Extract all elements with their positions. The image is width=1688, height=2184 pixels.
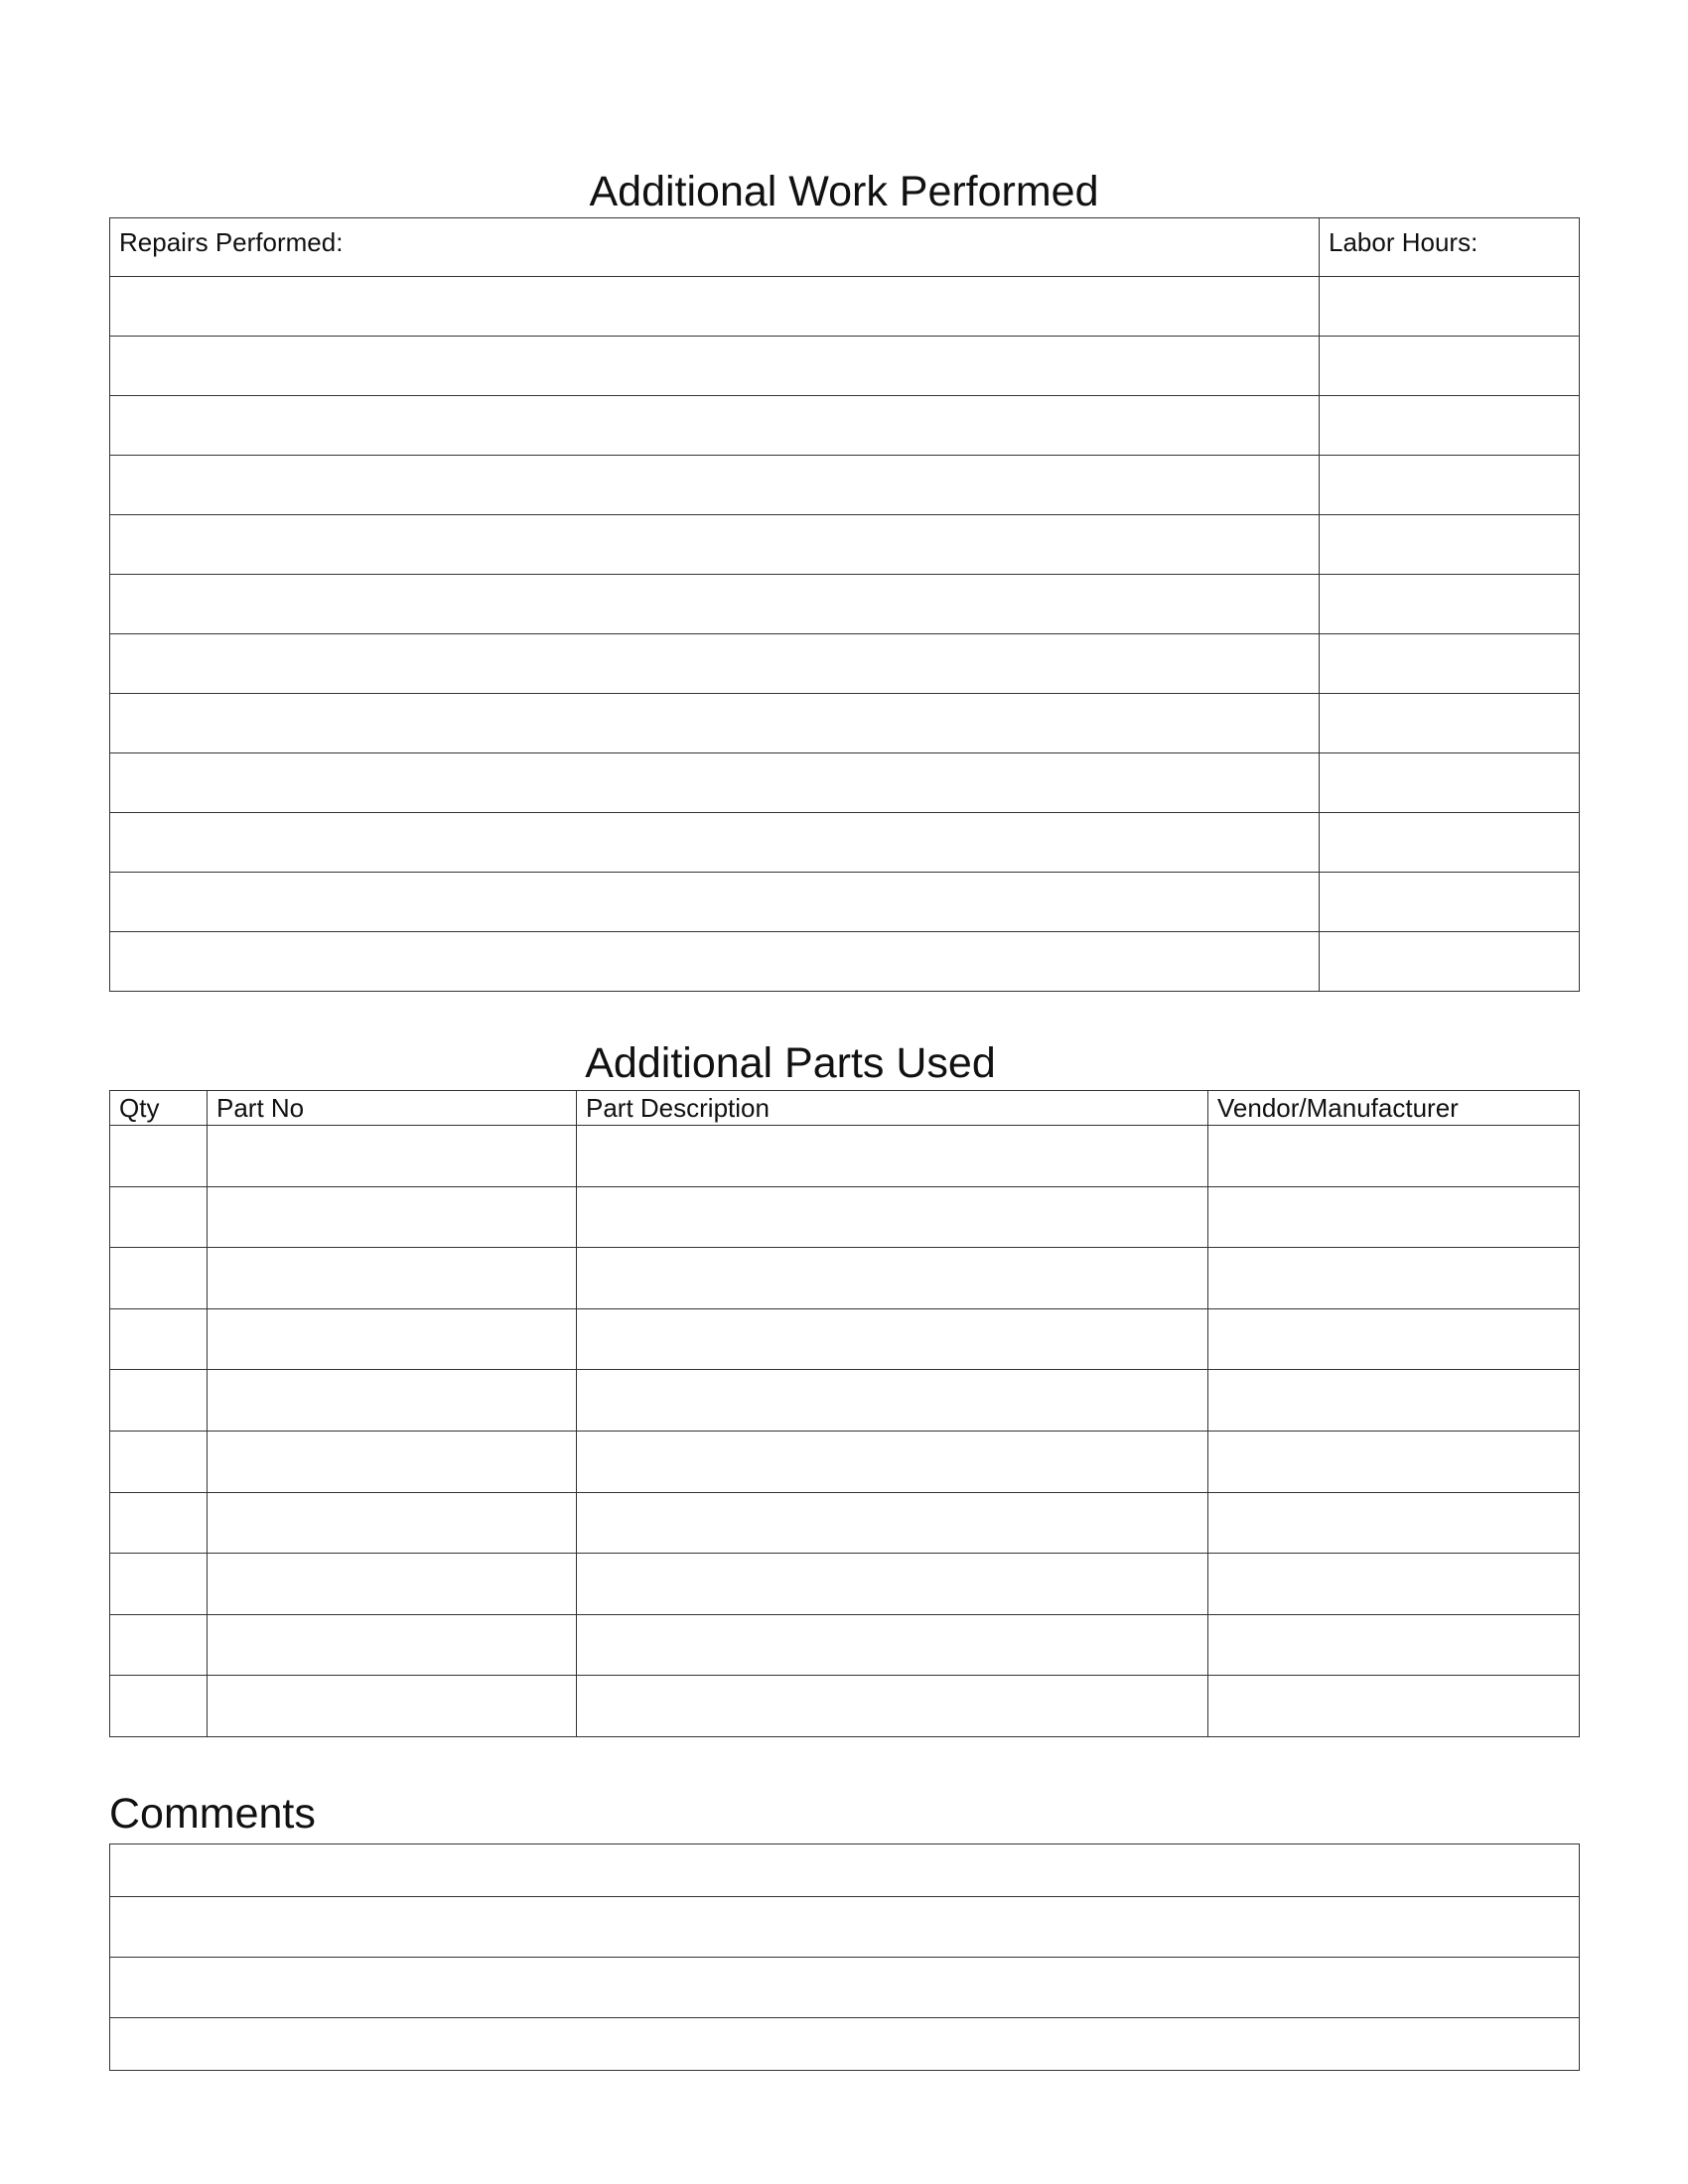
labor-hours-label: Labor Hours: bbox=[1329, 227, 1478, 257]
repairs-performed-cell[interactable] bbox=[110, 634, 1320, 694]
part-no-cell[interactable] bbox=[208, 1126, 577, 1187]
part-description-cell[interactable] bbox=[577, 1370, 1208, 1432]
qty-cell[interactable] bbox=[110, 1554, 208, 1615]
labor-hours-cell[interactable] bbox=[1320, 575, 1580, 634]
qty-cell[interactable] bbox=[110, 1492, 208, 1554]
labor-hours-cell[interactable] bbox=[1320, 813, 1580, 873]
labor-hours-cell[interactable] bbox=[1320, 873, 1580, 932]
comments-row bbox=[110, 1958, 1580, 2018]
work-row bbox=[110, 575, 1580, 634]
repairs-performed-cell[interactable] bbox=[110, 456, 1320, 515]
work-row bbox=[110, 932, 1580, 992]
parts-section-title: Additional Parts Used bbox=[585, 1039, 996, 1087]
part-description-header bbox=[577, 1091, 1208, 1126]
work-row bbox=[110, 634, 1580, 694]
qty-cell[interactable] bbox=[110, 1126, 208, 1187]
part-no-cell[interactable] bbox=[208, 1308, 577, 1370]
comments-cell[interactable] bbox=[110, 1897, 1580, 1958]
part-no-cell[interactable] bbox=[208, 1186, 577, 1248]
labor-hours-header bbox=[1320, 218, 1580, 277]
labor-hours-cell[interactable] bbox=[1320, 396, 1580, 456]
repairs-performed-cell[interactable] bbox=[110, 396, 1320, 456]
comments-row bbox=[110, 1844, 1580, 1897]
labor-hours-cell[interactable] bbox=[1320, 515, 1580, 575]
qty-cell[interactable] bbox=[110, 1248, 208, 1309]
work-row bbox=[110, 337, 1580, 396]
vendor-manufacturer-cell[interactable] bbox=[1208, 1614, 1580, 1676]
repairs-performed-cell[interactable] bbox=[110, 575, 1320, 634]
work-row bbox=[110, 813, 1580, 873]
labor-hours-cell[interactable] bbox=[1320, 277, 1580, 337]
comments-row bbox=[110, 2018, 1580, 2071]
vendor-manufacturer-cell[interactable] bbox=[1208, 1492, 1580, 1554]
repairs-performed-cell[interactable] bbox=[110, 277, 1320, 337]
vendor-manufacturer-cell[interactable] bbox=[1208, 1186, 1580, 1248]
work-section-title: Additional Work Performed bbox=[589, 168, 1099, 215]
repairs-performed-cell[interactable] bbox=[110, 813, 1320, 873]
repairs-performed-cell[interactable] bbox=[110, 873, 1320, 932]
parts-row bbox=[110, 1126, 1580, 1187]
work-row bbox=[110, 873, 1580, 932]
parts-row bbox=[110, 1614, 1580, 1676]
part-description-cell[interactable] bbox=[577, 1554, 1208, 1615]
parts-row bbox=[110, 1370, 1580, 1432]
vendor-manufacturer-cell[interactable] bbox=[1208, 1676, 1580, 1737]
repairs-performed-cell[interactable] bbox=[110, 753, 1320, 813]
labor-hours-cell[interactable] bbox=[1320, 634, 1580, 694]
repairs-performed-cell[interactable] bbox=[110, 337, 1320, 396]
part-description-cell[interactable] bbox=[577, 1126, 1208, 1187]
repairs-performed-header bbox=[110, 218, 1320, 277]
qty-header bbox=[110, 1091, 208, 1126]
qty-cell[interactable] bbox=[110, 1186, 208, 1248]
repairs-performed-cell[interactable] bbox=[110, 694, 1320, 753]
comments-section-title: Comments bbox=[109, 1790, 316, 1838]
work-row bbox=[110, 753, 1580, 813]
part-no-cell[interactable] bbox=[208, 1614, 577, 1676]
work-performed-table bbox=[109, 217, 1580, 992]
work-row bbox=[110, 694, 1580, 753]
part-description-cell[interactable] bbox=[577, 1431, 1208, 1492]
part-description-cell[interactable] bbox=[577, 1492, 1208, 1554]
work-row bbox=[110, 515, 1580, 575]
vendor-manufacturer-cell[interactable] bbox=[1208, 1308, 1580, 1370]
parts-used-table bbox=[109, 1090, 1580, 1737]
labor-hours-cell[interactable] bbox=[1320, 456, 1580, 515]
vendor-manufacturer-label: Vendor/Manufacturer bbox=[1217, 1093, 1459, 1123]
part-description-cell[interactable] bbox=[577, 1186, 1208, 1248]
parts-row bbox=[110, 1676, 1580, 1737]
comments-cell[interactable] bbox=[110, 1958, 1580, 2018]
parts-row bbox=[110, 1308, 1580, 1370]
parts-row bbox=[110, 1186, 1580, 1248]
part-no-cell[interactable] bbox=[208, 1370, 577, 1432]
part-no-header bbox=[208, 1091, 577, 1126]
parts-row bbox=[110, 1431, 1580, 1492]
comments-table bbox=[109, 1843, 1580, 2071]
labor-hours-cell[interactable] bbox=[1320, 337, 1580, 396]
part-no-label: Part No bbox=[216, 1093, 305, 1123]
vendor-manufacturer-header bbox=[1208, 1091, 1580, 1126]
repairs-performed-cell[interactable] bbox=[110, 515, 1320, 575]
vendor-manufacturer-cell[interactable] bbox=[1208, 1431, 1580, 1492]
comments-cell[interactable] bbox=[110, 2018, 1580, 2071]
parts-header-row bbox=[110, 1091, 1580, 1126]
vendor-manufacturer-cell[interactable] bbox=[1208, 1126, 1580, 1187]
part-no-cell[interactable] bbox=[208, 1431, 577, 1492]
labor-hours-cell[interactable] bbox=[1320, 932, 1580, 992]
part-no-cell[interactable] bbox=[208, 1492, 577, 1554]
work-row bbox=[110, 396, 1580, 456]
vendor-manufacturer-cell[interactable] bbox=[1208, 1370, 1580, 1432]
vendor-manufacturer-cell[interactable] bbox=[1208, 1248, 1580, 1309]
work-header-row bbox=[110, 218, 1580, 277]
qty-label: Qty bbox=[119, 1093, 160, 1123]
repairs-performed-cell[interactable] bbox=[110, 932, 1320, 992]
parts-row bbox=[110, 1554, 1580, 1615]
part-description-cell[interactable] bbox=[577, 1614, 1208, 1676]
part-description-label: Part Description bbox=[586, 1093, 770, 1123]
qty-cell[interactable] bbox=[110, 1370, 208, 1432]
parts-row bbox=[110, 1492, 1580, 1554]
parts-row bbox=[110, 1248, 1580, 1309]
vendor-manufacturer-cell[interactable] bbox=[1208, 1554, 1580, 1615]
part-no-cell[interactable] bbox=[208, 1554, 577, 1615]
part-no-cell[interactable] bbox=[208, 1248, 577, 1309]
part-description-cell[interactable] bbox=[577, 1308, 1208, 1370]
qty-cell[interactable] bbox=[110, 1431, 208, 1492]
repairs-performed-label: Repairs Performed: bbox=[119, 227, 344, 257]
qty-cell[interactable] bbox=[110, 1308, 208, 1370]
work-row bbox=[110, 277, 1580, 337]
labor-hours-cell[interactable] bbox=[1320, 753, 1580, 813]
work-row bbox=[110, 456, 1580, 515]
comments-row bbox=[110, 1897, 1580, 1958]
comments-cell[interactable] bbox=[110, 1844, 1580, 1897]
labor-hours-cell[interactable] bbox=[1320, 694, 1580, 753]
part-no-cell[interactable] bbox=[208, 1676, 577, 1737]
qty-cell[interactable] bbox=[110, 1676, 208, 1737]
part-description-cell[interactable] bbox=[577, 1248, 1208, 1309]
part-description-cell[interactable] bbox=[577, 1676, 1208, 1737]
qty-cell[interactable] bbox=[110, 1614, 208, 1676]
